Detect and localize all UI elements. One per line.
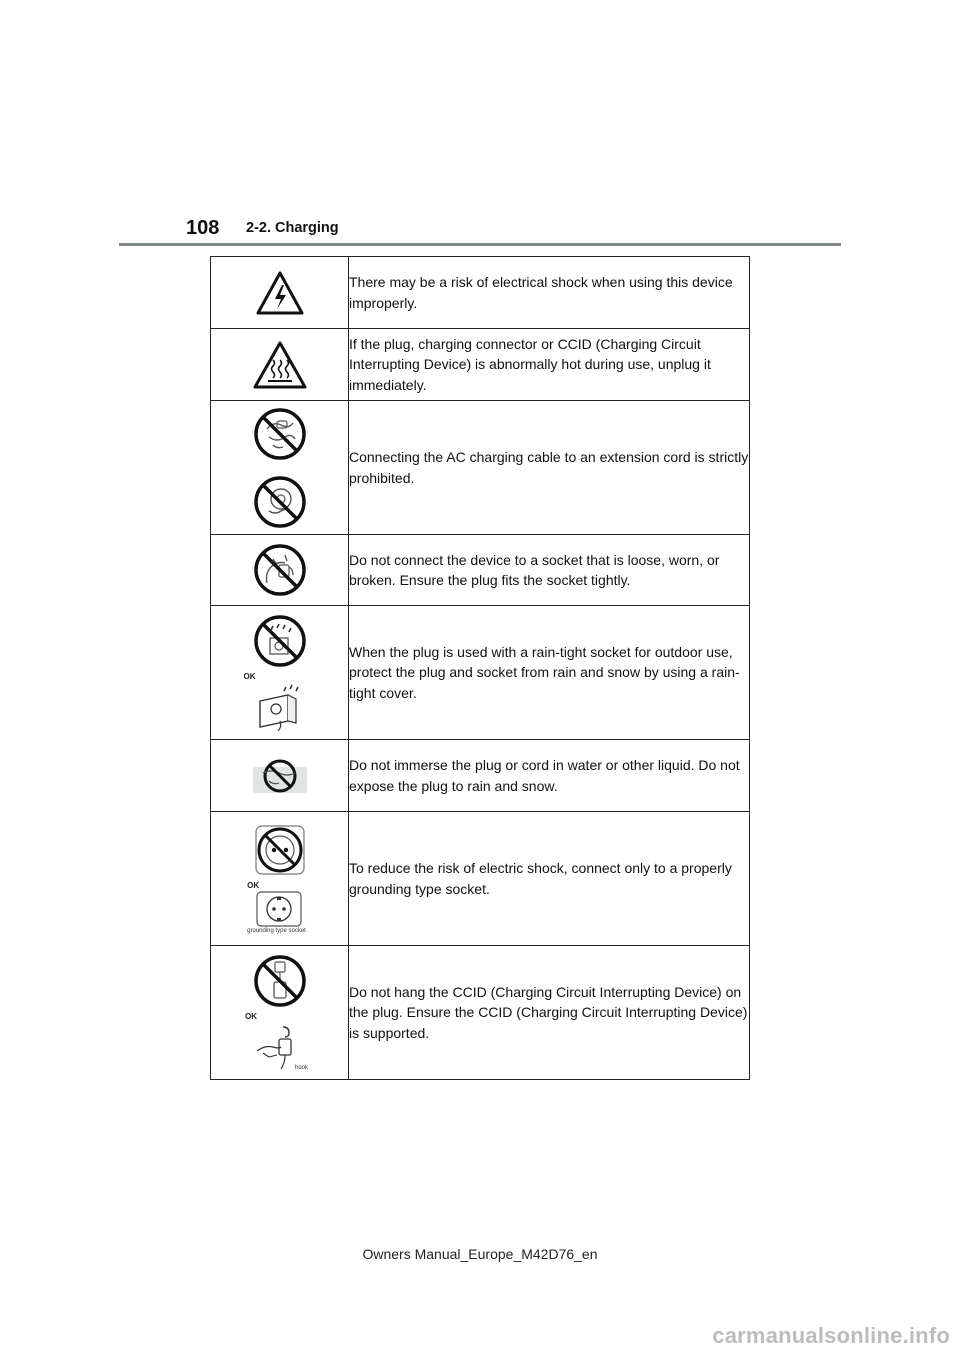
icon-cell <box>211 740 349 812</box>
table-row <box>211 329 750 401</box>
rain-tight-cover-icon <box>252 681 310 731</box>
row-text: If the plug, charging connector or CCID (Charging Circuit Interrupting Device) is abnormally hot during use, unplug it immediately. <box>349 329 750 401</box>
no-hanging-ccid-icon <box>253 954 307 1008</box>
row-text: Connecting the AC charging cable to an extension cord is strictly prohibited. <box>349 401 750 535</box>
row-text: When the plug is used with a rain-tight socket for outdoor use, protect the plug and socket from rain and snow by using a rain-tight cover. <box>349 606 750 740</box>
row-text: Do not connect the device to a socket that is loose, worn, or broken. Ensure the plug fits the socket tightly. <box>349 535 750 606</box>
no-immersion-icon <box>253 759 307 793</box>
page-number: 108 <box>186 217 220 239</box>
ok-label: OK <box>243 672 256 681</box>
table-row <box>211 257 750 329</box>
table-row <box>211 535 750 606</box>
warning-table <box>210 256 750 1080</box>
ok-group <box>247 881 306 934</box>
icon-cell <box>211 812 349 946</box>
ok-group <box>244 672 310 731</box>
row-text: Do not immerse the plug or cord in water or other liquid. Do not expose the plug to rain and snow. <box>349 740 750 812</box>
ccid-on-hook-icon <box>253 1021 307 1071</box>
watermark: carmanualsonline.info <box>712 1323 950 1348</box>
icon-cell <box>211 946 349 1080</box>
row-text: There may be a risk of electrical shock when using this device improperly. <box>349 257 750 329</box>
table-row <box>211 946 750 1080</box>
table-row <box>211 740 750 812</box>
section-title: 2-2. Charging <box>246 220 339 236</box>
no-ungrounded-socket-icon <box>253 823 307 877</box>
grounding-socket-caption: grounding type socket <box>247 928 306 934</box>
no-loose-socket-icon <box>253 543 307 597</box>
no-extension-reel-icon <box>253 475 307 529</box>
electric-shock-warning-icon <box>255 270 305 316</box>
table-row <box>211 401 750 535</box>
row-text: Do not hang the CCID (Charging Circuit Interrupting Device) on the plug. Ensure the CCID (Charging Circuit Interrupting Device) is supported. <box>349 946 750 1080</box>
table-row <box>211 606 750 740</box>
ok-label: OK <box>247 881 260 890</box>
icon-cell <box>211 401 349 535</box>
no-rain-on-socket-icon <box>253 614 307 668</box>
icon-cell <box>211 606 349 740</box>
hook-caption: hook <box>294 1065 308 1071</box>
icon-cell <box>211 535 349 606</box>
header-rule <box>119 243 841 246</box>
no-extension-cord-icon <box>253 407 307 461</box>
icon-cell <box>211 329 349 401</box>
table-row <box>211 812 750 946</box>
icon-cell <box>211 257 349 329</box>
grounding-socket-icon <box>255 890 303 928</box>
row-text: To reduce the risk of electric shock, connect only to a properly grounding type socket. <box>349 812 750 946</box>
hot-surface-warning-icon <box>252 340 308 390</box>
ok-group <box>245 1012 308 1071</box>
ok-label: OK <box>244 1012 257 1021</box>
footer-manual-id: Owners Manual_Europe_M42D76_en <box>362 1246 598 1262</box>
